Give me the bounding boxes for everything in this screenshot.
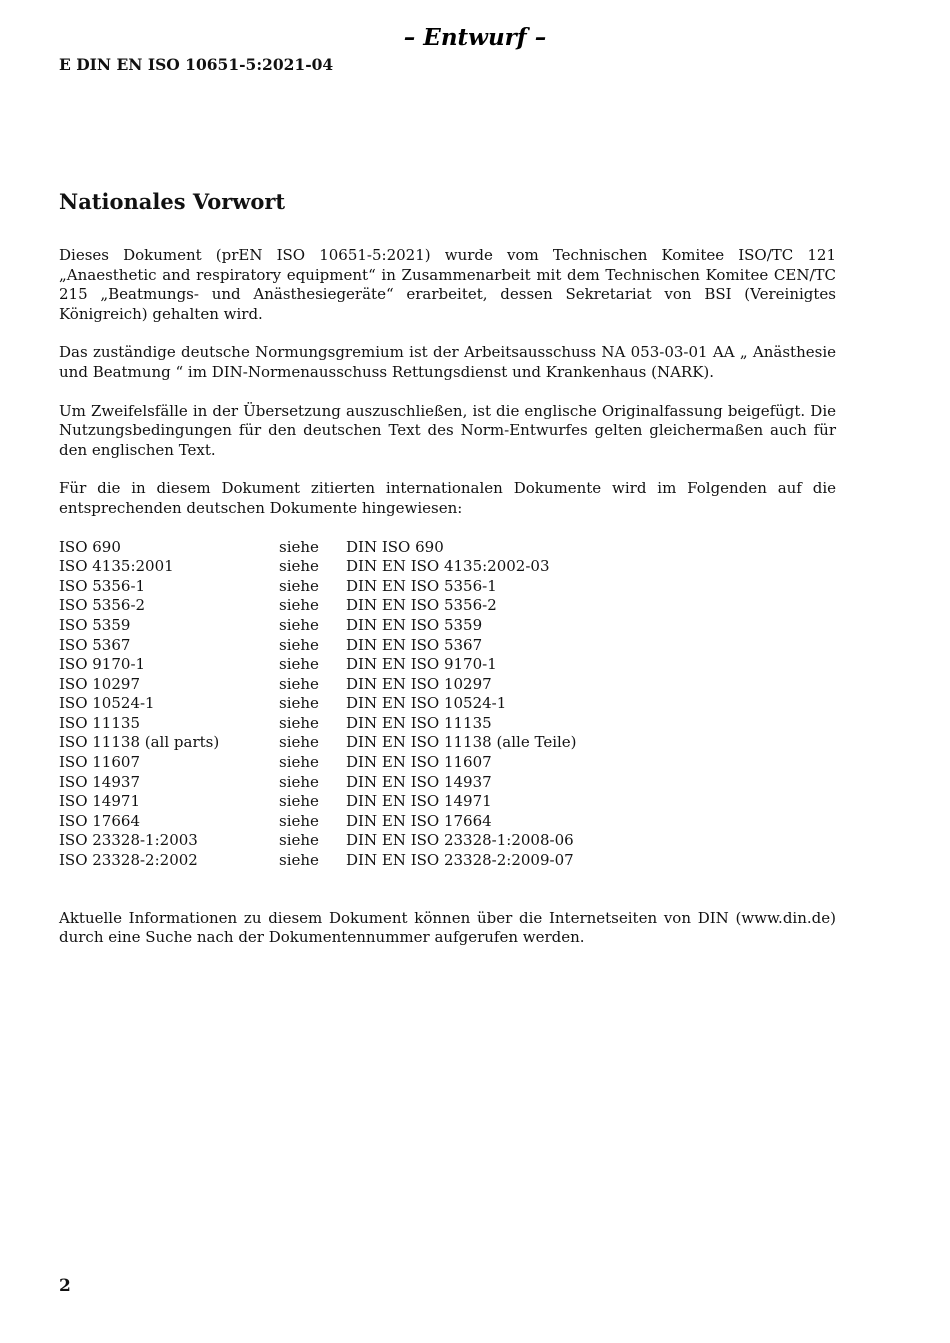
iso-reference: ISO 5367: [59, 635, 131, 654]
reference-table: [59, 538, 577, 871]
din-reference: DIN EN ISO 10524-1: [346, 694, 507, 713]
din-reference: DIN ISO 690: [346, 537, 444, 556]
din-reference: DIN EN ISO 10297: [346, 674, 492, 693]
see-label: siehe: [279, 831, 319, 850]
reference-row: [59, 675, 577, 695]
paragraph-translation: Um Zweifelsfälle in der Übersetzung auszuschließen, ist die englische Originalfassung beigefügt. Die Nutzungsbedingungen für den deutschen Text des Norm-Entwurfes gelten gleichermaßen auch für den englischen Text.: [59, 401, 836, 459]
see-label: siehe: [279, 596, 319, 615]
din-reference: DIN EN ISO 23328-2:2009-07: [346, 851, 574, 870]
see-label: siehe: [279, 674, 319, 693]
page-number: 2: [59, 1276, 71, 1296]
din-reference: DIN EN ISO 4135:2002-03: [346, 557, 550, 576]
din-reference: DIN EN ISO 17664: [346, 811, 492, 830]
iso-reference: ISO 11607: [59, 753, 140, 772]
see-label: siehe: [279, 576, 319, 595]
iso-reference: ISO 10297: [59, 674, 140, 693]
paragraph-references-intro: Für die in diesem Dokument zitierten internationalen Dokumente wird im Folgenden auf die entsprechenden deutschen Dokumente hingewiesen:: [59, 479, 836, 517]
iso-reference: ISO 4135:2001: [59, 557, 174, 576]
din-reference: DIN EN ISO 9170-1: [346, 655, 497, 674]
see-label: siehe: [279, 615, 319, 634]
din-reference: DIN EN ISO 5367: [346, 635, 483, 654]
reference-row: [59, 851, 577, 871]
reference-row: [59, 636, 577, 656]
document-id: E DIN EN ISO 10651-5:2021-04: [59, 55, 334, 74]
reference-row: [59, 577, 577, 597]
reference-row: [59, 557, 577, 577]
see-label: siehe: [279, 851, 319, 870]
iso-reference: ISO 17664: [59, 811, 140, 830]
iso-reference: ISO 5359: [59, 615, 131, 634]
section-title: Nationales Vorwort: [59, 189, 286, 214]
reference-row: [59, 792, 577, 812]
see-label: siehe: [279, 694, 319, 713]
iso-reference: ISO 11135: [59, 713, 140, 732]
reference-row: [59, 773, 577, 793]
see-label: siehe: [279, 537, 319, 556]
iso-reference: ISO 9170-1: [59, 655, 146, 674]
din-reference: DIN EN ISO 11138 (alle Teile): [346, 733, 577, 752]
iso-reference: ISO 11138 (all parts): [59, 733, 220, 752]
reference-row: [59, 596, 577, 616]
reference-row: [59, 714, 577, 734]
din-reference: DIN EN ISO 5356-2: [346, 596, 497, 615]
din-reference: DIN EN ISO 11135: [346, 713, 492, 732]
din-reference: DIN EN ISO 23328-1:2008-06: [346, 831, 574, 850]
reference-row: [59, 655, 577, 675]
see-label: siehe: [279, 713, 319, 732]
iso-reference: ISO 14971: [59, 792, 140, 811]
reference-row: [59, 831, 577, 851]
din-reference: DIN EN ISO 14971: [346, 792, 492, 811]
reference-row: [59, 616, 577, 636]
reference-row: [59, 538, 577, 558]
iso-reference: ISO 5356-2: [59, 596, 146, 615]
paragraph-closing: Aktuelle Informationen zu diesem Dokument können über die Internetseiten von DIN (www.din.de) durch eine Suche nach der Dokumentennummer aufgerufen werden.: [59, 908, 836, 947]
reference-row: [59, 694, 577, 714]
din-reference: DIN EN ISO 14937: [346, 772, 492, 791]
iso-reference: ISO 690: [59, 537, 121, 556]
see-label: siehe: [279, 733, 319, 752]
paragraph-committee: Dieses Dokument (prEN ISO 10651-5:2021) wurde vom Technischen Komitee ISO/TC 121 „Anaesthetic and respiratory equipment“ in Zusammenarbeit mit dem Technischen Komitee CEN/TC 215 „Beatmungs- und Anästhesiegeräte“ erarbeitet, dessen Sekretariat von BSI (Vereinigtes Königreich) gehalten wird.: [59, 246, 836, 323]
din-reference: DIN EN ISO 11607: [346, 753, 492, 772]
iso-reference: ISO 14937: [59, 772, 140, 791]
see-label: siehe: [279, 772, 319, 791]
draft-label: – Entwurf –: [403, 24, 547, 51]
reference-row: [59, 753, 577, 773]
iso-reference: ISO 23328-1:2003: [59, 831, 198, 850]
paragraph-working-group: Das zuständige deutsche Normungsgremium ist der Arbeitsausschuss NA 053-03-01 AA „ Anästhesie und Beatmung “ im DIN-Normenausschuss Rettungsdienst und Krankenhaus (NARK).: [59, 343, 836, 381]
din-reference: DIN EN ISO 5359: [346, 615, 483, 634]
see-label: siehe: [279, 811, 319, 830]
reference-row: [59, 812, 577, 832]
din-reference: DIN EN ISO 5356-1: [346, 576, 497, 595]
iso-reference: ISO 5356-1: [59, 576, 146, 595]
iso-reference: ISO 23328-2:2002: [59, 851, 198, 870]
see-label: siehe: [279, 753, 319, 772]
see-label: siehe: [279, 557, 319, 576]
reference-row: [59, 733, 577, 753]
iso-reference: ISO 10524-1: [59, 694, 155, 713]
national-foreword-section: [59, 188, 836, 967]
see-label: siehe: [279, 655, 319, 674]
see-label: siehe: [279, 635, 319, 654]
see-label: siehe: [279, 792, 319, 811]
